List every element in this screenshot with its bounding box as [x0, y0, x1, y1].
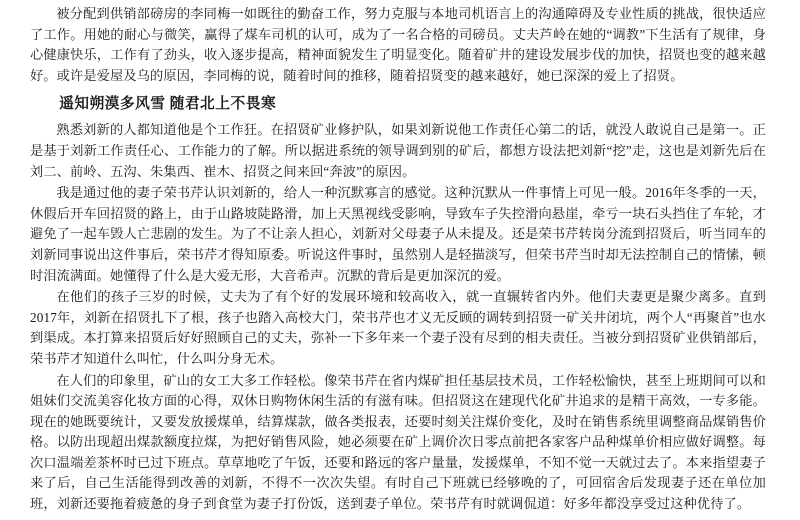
paragraph: 在人们的印象里，矿山的女工大多工作轻松。像荣书芹在省内煤矿担任基层技术员，工作轻松愉快，甚至上班期间可以和姐妹们交流美容化妆方面的心得，双休日购物休闲生活的有滋有味。但招贤这在建现代化矿井追求的是精干高效，一专多能。现在的她既要统计，又要发放援煤单，结算煤款，做各类报表，还要时刻关注煤价变化，及时在销售系统里调整商品煤销售价格。以防出现超出煤款额度拉煤，为把好销售风险，她必须要在矿上调价次日零点前把各家客户品种煤单价相应做好调整。每次口温端差茶杯时已过下班点。草草地吃了午饭，还要和路远的客户量量，发援煤单，不知不觉一天就过去了。本来指望妻子来了后，自己生活能得到改善的刘新，不得不一次次失望。有时自己下班就已经够晚的了，可回宿舍后发现妻子还在单位加班，刘新还要拖着疲惫的身子到食堂为妻子打份饭，送到妻子单位。荣书芹有时就调侃道：好多年都没享受过这种优待了。	[30, 372, 766, 512]
paragraph: 在他们的孩子三岁的时候，丈夫为了有个好的发展环境和较高收入，就一直辗转省内外。他们夫妻更是聚少离多。直到2017年，刘新在招贤扎下了根，孩子也踏入高校大门，荣书芹也才义无反顾的调转到招贤一矿关井闭坑，两个人“再聚首”也水到渠成。本打算来招贤后好好照顾自己的丈夫，弥补一下多年来一个妻子没有尽到的相夫责任。当被分到招贤矿业供销部后，荣书芹才知道什么叫忙，什么叫分身无术。	[30, 289, 766, 366]
paragraph: 被分配到供销部磅房的李同梅一如既往的勤奋工作，努力克服与本地司机语言上的沟通障碍及专业性质的挑战，很快适应了工作。用她的耐心与微笑，赢得了煤车司机的认可，成为了一名合格的司磅员。丈夫芦岭在她的“调教”下生活有了规律，身心健康快乐，工作有了劲头，收入逐步提高，精神面貌发生了明显变化。随着矿井的建设发展步伐的加快，招贤也变的越来越好。或许是爱屋及乌的原因，李同梅的说，随着时间的推移，随着招贤变的越来越好，她已深深的爱上了招贤。	[30, 6, 766, 83]
section-heading: 遥知朔漠多风雪 随君北上不畏寒	[59, 96, 277, 113]
paragraph: 熟悉刘新的人都知道他是个工作狂。在招贤矿业修护队，如果刘新说他工作责任心第二的话，就没人敢说自己是第一。正是基于刘新工作责任心、工作能力的了解。所以据进系统的领导调到别的矿后，都想方设法把刘新“挖”走，这也是刘新先后在刘二、前岭、五沟、朱集西、崔木、招贤之间来回“奔波”的原因。	[30, 122, 766, 179]
paragraph: 我是通过他的妻子荣书芹认识刘新的，给人一种沉默寡言的感觉。这种沉默从一件事情上可见一般。2016年冬季的一天，休假后开车回招贤的路上，由于山路坡陡路滑，加上天黑视线受影响，导致车子失控滑向悬崖，牵亏一块石头挡住了车轮，才避免了一起车毁人亡悲剧的发生。为了不让亲人担心，刘新对父母妻子从未提及。还是荣书芹转岗分流到招贤后，听当同车的刘新同事说出这件事后，荣书芹才得知原委。听说这件事时，虽然别人是轻描淡写，但荣书芹当时却无法控制自己的情愫，顿时泪流满面。她懂得了什么是大爱无形，大音希声。沉默的背后是更加深沉的爱。	[30, 185, 766, 283]
